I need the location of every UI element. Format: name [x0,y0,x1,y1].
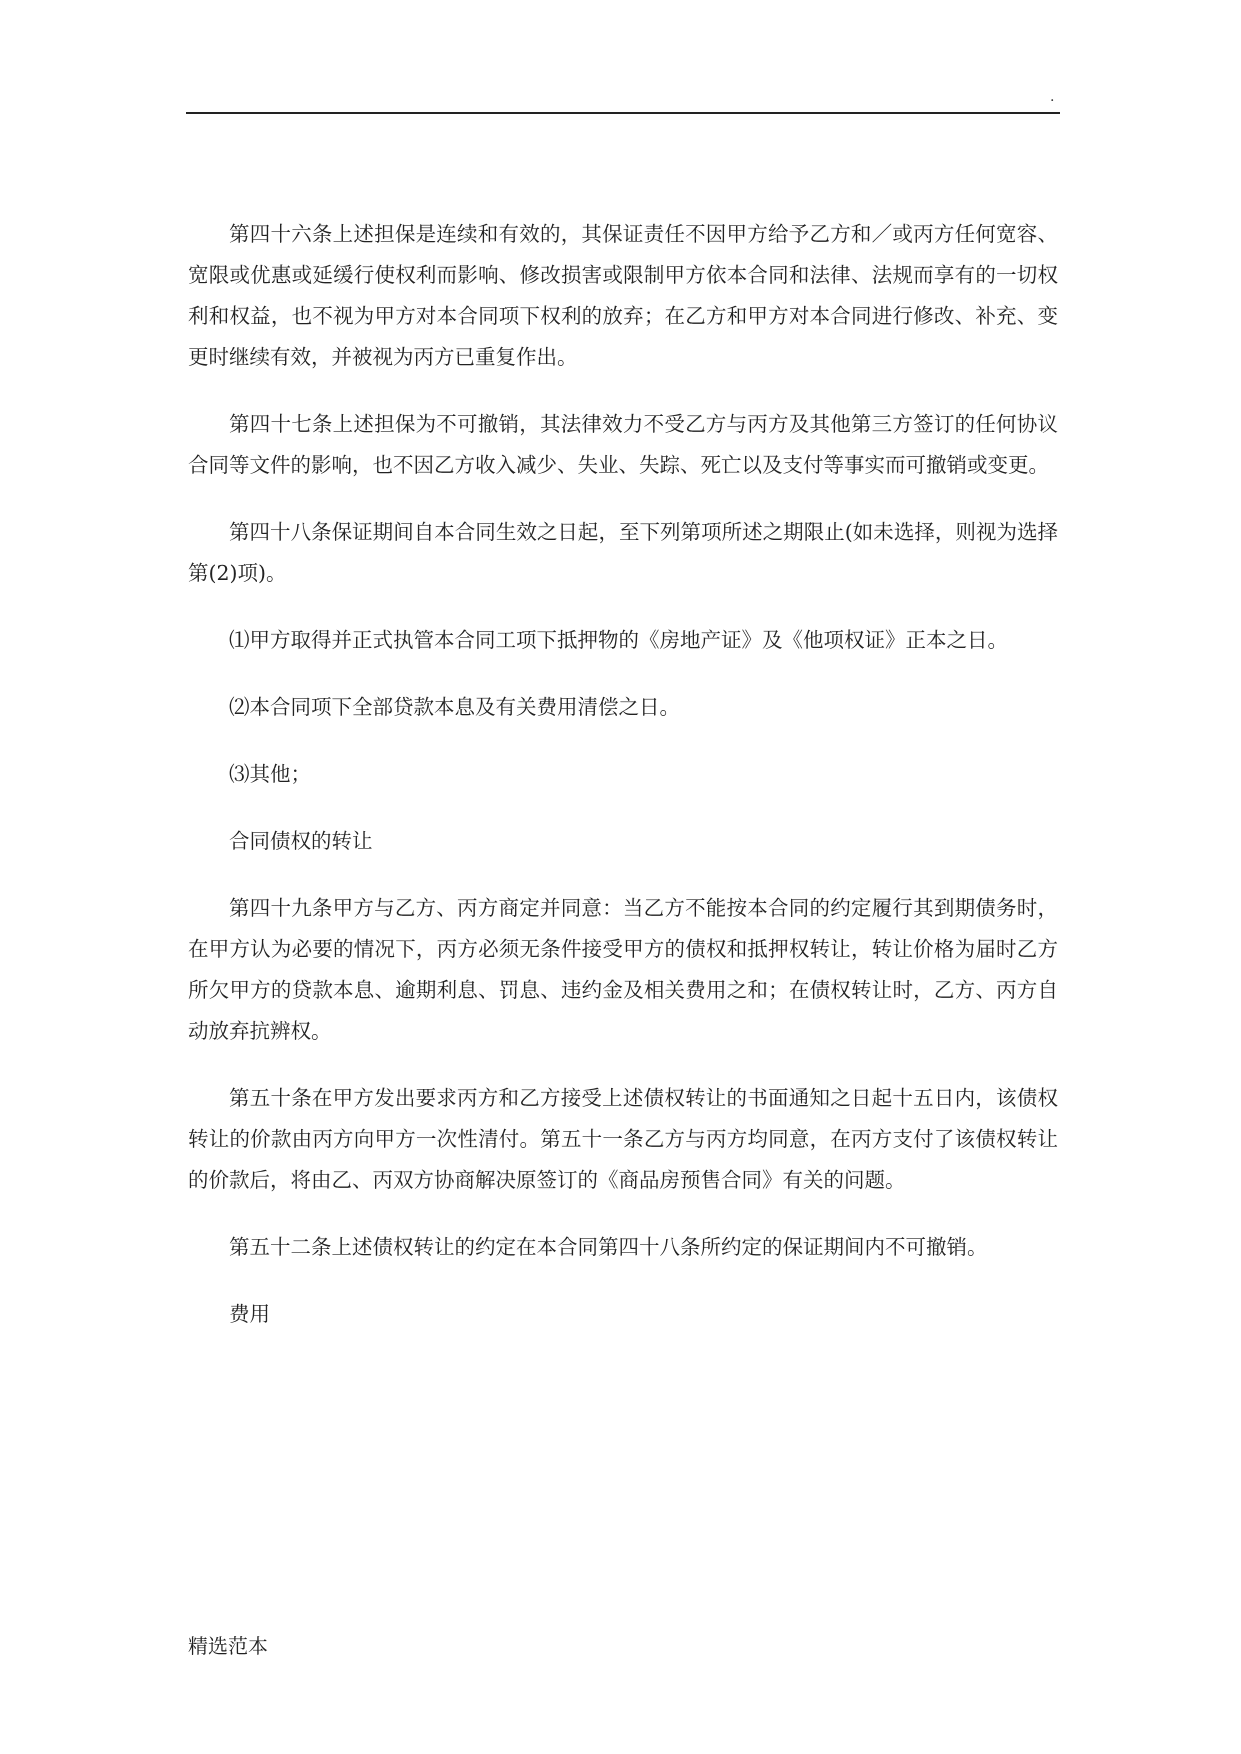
footer-label: 精选范本 [188,1634,268,1658]
article-50-51: 第五十条在甲方发出要求丙方和乙方接受上述债权转让的书面通知之日起十五日内，该债权转让的价款由丙方向甲方一次性清付。第五十一条乙方与丙方均同意，在丙方支付了该债权转让的价款后，将由乙、丙双方协商解决原签订的《商品房预售合同》有关的问题。 [188,1086,1058,1192]
header-rule [186,112,1060,114]
document-body [188,214,1058,1361]
article-49: 第四十九条甲方与乙方、丙方商定并同意：当乙方不能按本合同的约定履行其到期债务时，在甲方认为必要的情况下，丙方必须无条件接受甲方的债权和抵押权转让，转让价格为届时乙方所欠甲方的贷款本息、逾期利息、罚息、违约金及相关费用之和；在债权转让时，乙方、丙方自动放弃抗辨权。 [188,896,1058,1043]
section-heading-transfer: 合同债权的转让 [229,829,373,853]
article-48-option-2: ⑵本合同项下全部贷款本息及有关费用清偿之日。 [229,695,680,719]
article-48-option-1: ⑴甲方取得并正式执管本合同工项下抵押物的《房地产证》及《他项权证》正本之日。 [229,628,1008,652]
article-52: 第五十二条上述债权转让的约定在本合同第四十八条所约定的保证期间内不可撤销。 [229,1235,988,1259]
article-48: 第四十八条保证期间自本合同生效之日起，至下列第项所述之期限止(如未选择，则视为选择第(2)项)。 [188,520,1058,585]
article-48-option-3: ⑶其他； [229,762,311,786]
article-47: 第四十七条上述担保为不可撤销，其法律效力不受乙方与丙方及其他第三方签订的任何协议合同等文件的影响，也不因乙方收入减少、失业、失踪、死亡以及支付等事实而可撤销或变更。 [188,412,1058,477]
article-46: 第四十六条上述担保是连续和有效的，其保证责任不因甲方给予乙方和／或丙方任何宽容、宽限或优惠或延缓行使权利而影响、修改损害或限制甲方依本合同和法律、法规而享有的一切权利和权益，也不视为甲方对本合同项下权利的放弃；在乙方和甲方对本合同进行修改、补充、变更时继续有效，并被视为丙方已重复作出。 [188,222,1058,369]
header-mark: . [1050,89,1055,105]
section-heading-fees: 费用 [229,1302,270,1326]
